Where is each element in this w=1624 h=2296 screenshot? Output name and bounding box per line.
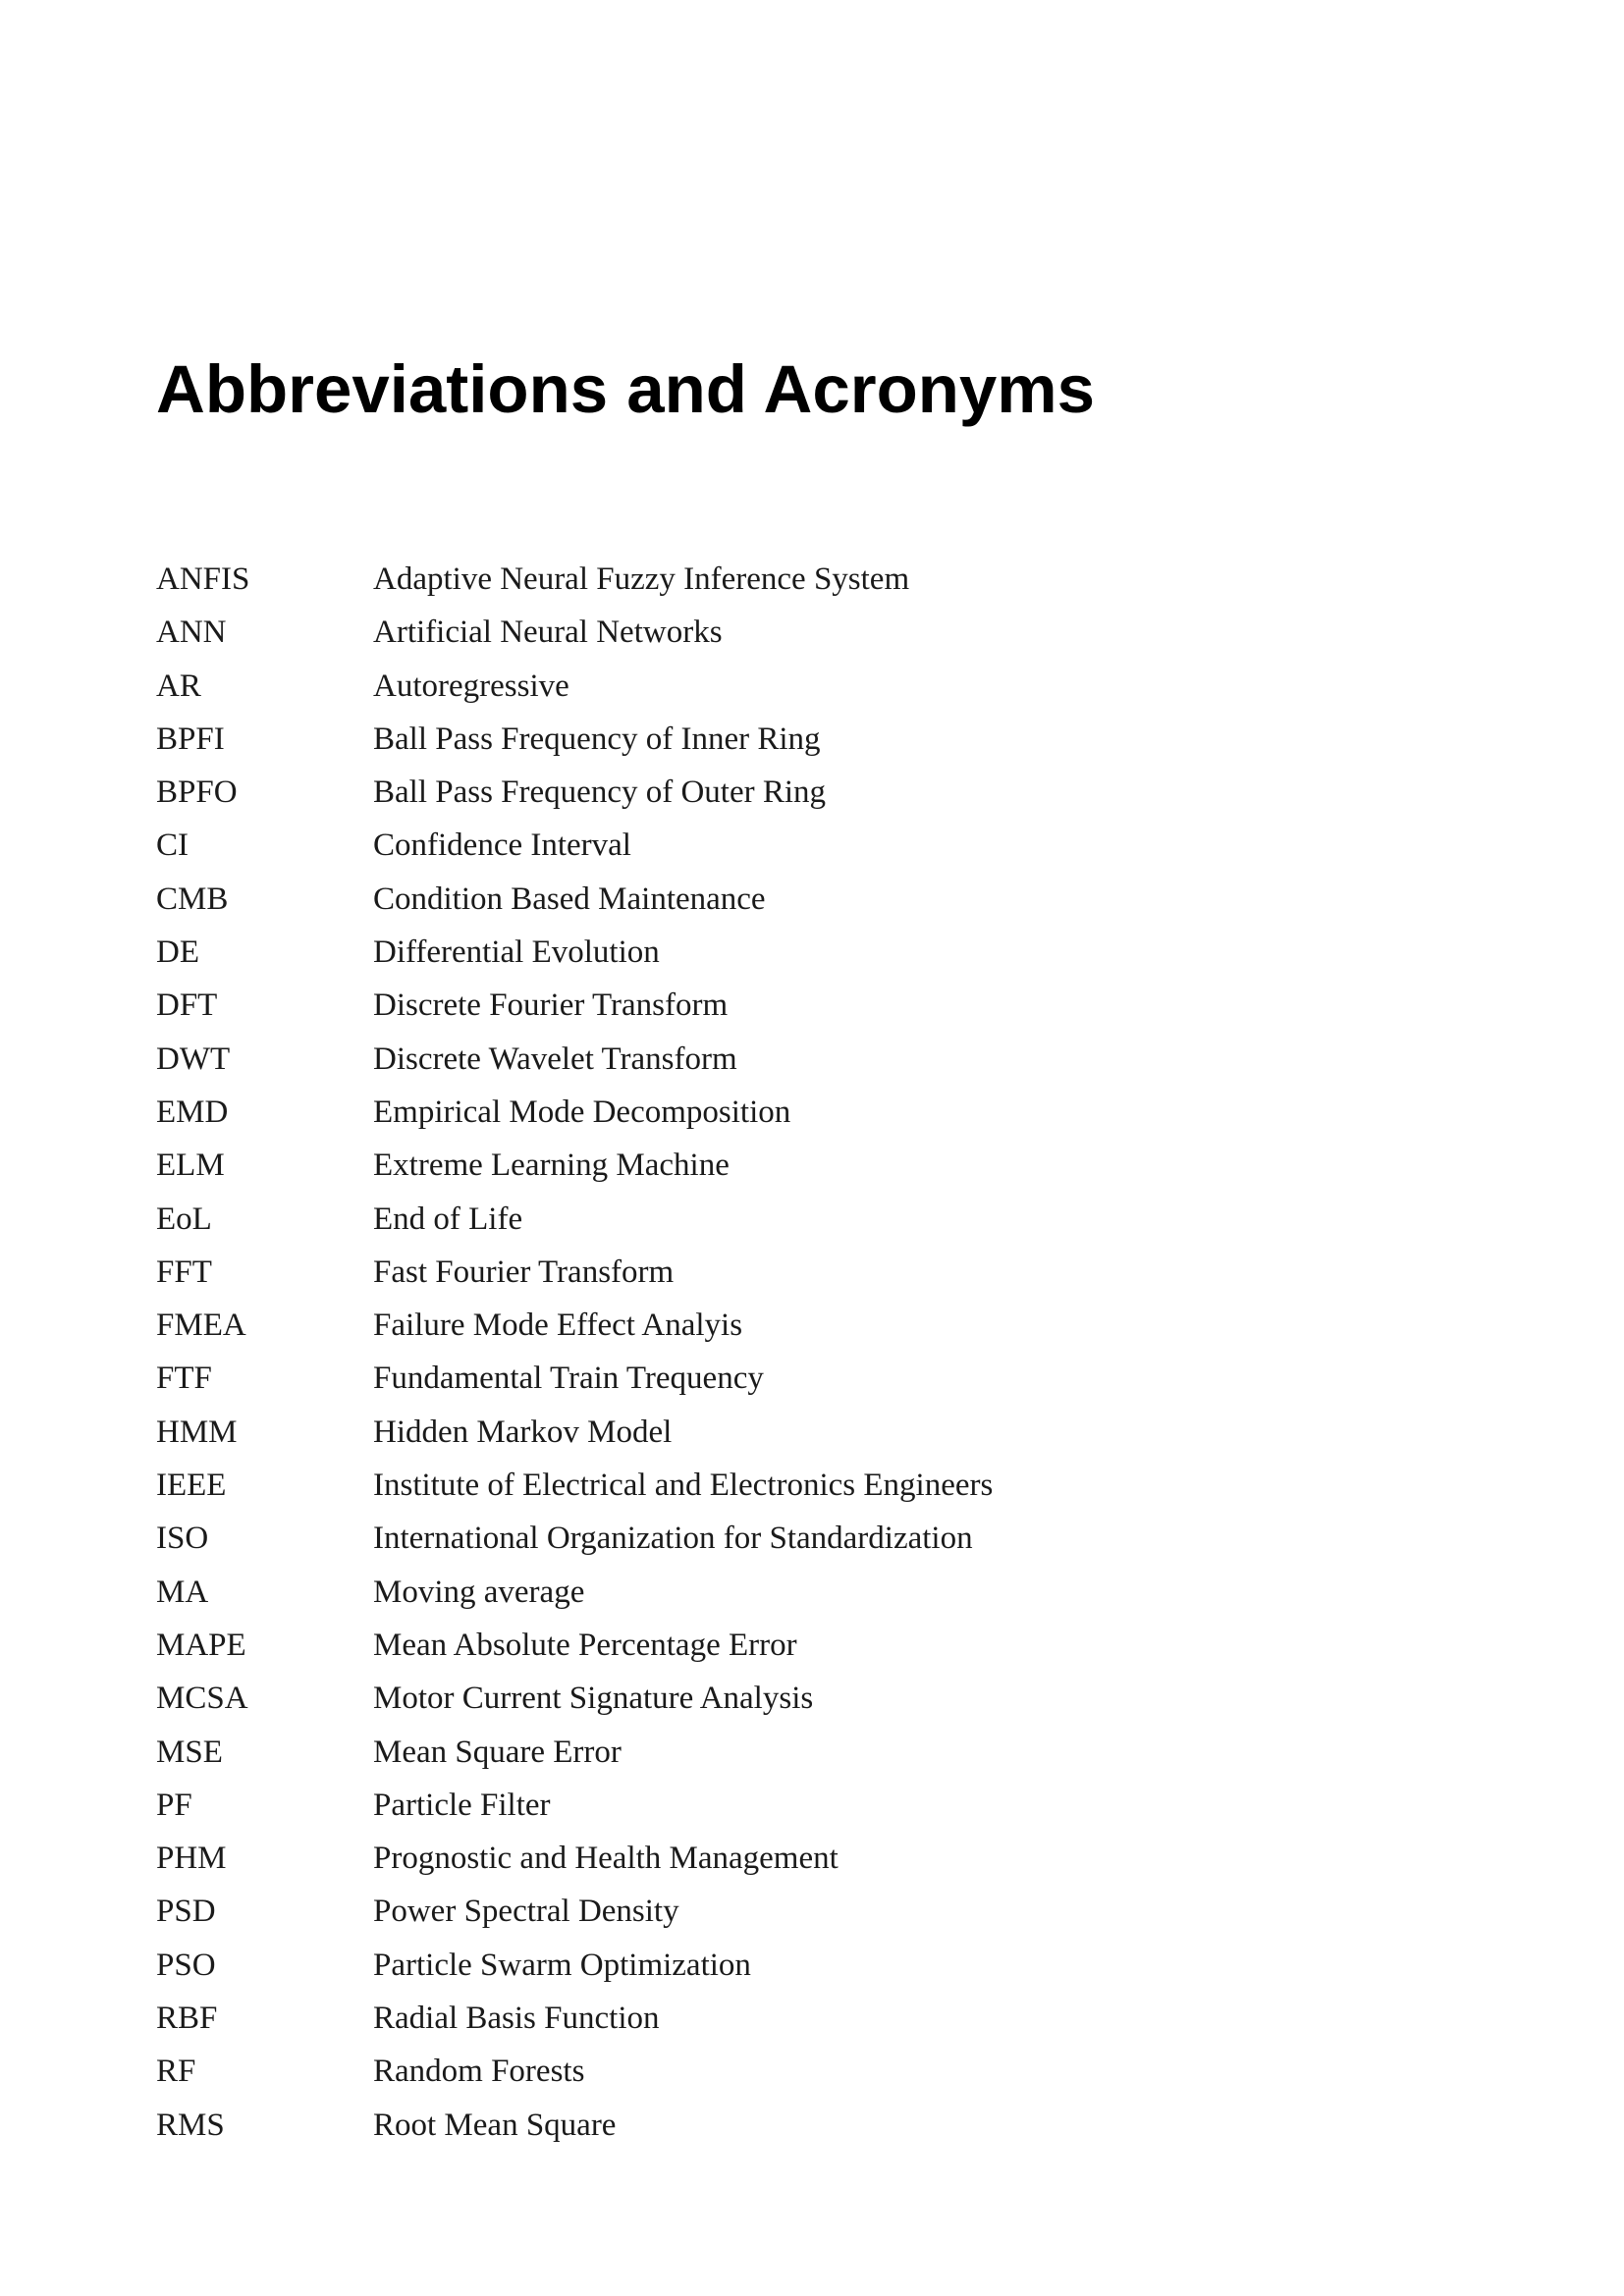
abbreviation: BPFI: [156, 721, 225, 757]
expansion: Ball Pass Frequency of Outer Ring: [373, 774, 827, 811]
abbreviation: MA: [156, 1574, 209, 1610]
abbreviation: ELM: [156, 1148, 225, 1184]
expansion: Condition Based Maintenance: [373, 881, 766, 917]
expansion: Discrete Wavelet Transform: [373, 1041, 737, 1077]
abbreviation: EMD: [156, 1094, 229, 1130]
list-item: [156, 2108, 993, 2161]
expansion: Extreme Learning Machine: [373, 1148, 730, 1184]
abbreviation: AR: [156, 667, 201, 704]
list-item: [156, 2054, 993, 2107]
list-item: [156, 561, 993, 614]
expansion: Differential Evolution: [373, 934, 660, 971]
list-item: [156, 1948, 993, 2001]
abbreviation: IEEE: [156, 1468, 227, 1504]
abbreviation: RBF: [156, 2001, 218, 2037]
list-item: [156, 1681, 993, 1734]
list-item: [156, 1255, 993, 1308]
expansion: Institute of Electrical and Electronics Engineers: [373, 1468, 994, 1504]
list-item: [156, 1735, 993, 1788]
list-item: [156, 934, 993, 988]
list-item: [156, 1201, 993, 1255]
expansion: Random Forests: [373, 2054, 585, 2090]
list-item: [156, 1575, 993, 1628]
list-item: [156, 1841, 993, 1894]
list-item: [156, 1415, 993, 1468]
list-item: [156, 1788, 993, 1841]
list-item: [156, 1148, 993, 1201]
expansion: Mean Absolute Percentage Error: [373, 1627, 797, 1663]
list-item: [156, 828, 993, 881]
list-item: [156, 1308, 993, 1361]
expansion: Autoregressive: [373, 667, 569, 704]
abbreviation: MSE: [156, 1734, 223, 1770]
abbreviation-list: [156, 561, 993, 2161]
list-item: [156, 881, 993, 934]
abbreviation: MCSA: [156, 1681, 248, 1717]
abbreviation: DWT: [156, 1041, 231, 1077]
abbreviation: FFT: [156, 1254, 212, 1290]
abbreviation: ANN: [156, 614, 227, 651]
expansion: Particle Swarm Optimization: [373, 1947, 751, 1983]
abbreviation: PF: [156, 1787, 192, 1823]
abbreviation: ANFIS: [156, 561, 250, 597]
list-item: [156, 1095, 993, 1148]
expansion: Power Spectral Density: [373, 1894, 679, 1930]
abbreviation: FMEA: [156, 1308, 246, 1344]
abbreviation: FTF: [156, 1361, 212, 1397]
expansion: Failure Mode Effect Analyis: [373, 1308, 743, 1344]
expansion: Moving average: [373, 1574, 585, 1610]
expansion: Ball Pass Frequency of Inner Ring: [373, 721, 821, 757]
abbreviation: ISO: [156, 1521, 209, 1557]
list-item: [156, 1521, 993, 1574]
expansion: Radial Basis Function: [373, 2001, 660, 2037]
abbreviation: PHM: [156, 1841, 227, 1877]
page-title: Abbreviations and Acronyms: [156, 351, 1095, 427]
list-item: [156, 2001, 993, 2054]
abbreviation: BPFO: [156, 774, 238, 811]
expansion: Adaptive Neural Fuzzy Inference System: [373, 561, 910, 597]
expansion: International Organization for Standardization: [373, 1521, 973, 1557]
list-item: [156, 1041, 993, 1095]
expansion: Fast Fourier Transform: [373, 1254, 675, 1290]
expansion: Confidence Interval: [373, 828, 631, 864]
expansion: Prognostic and Health Management: [373, 1841, 839, 1877]
expansion: Root Mean Square: [373, 2107, 617, 2143]
list-item: [156, 614, 993, 667]
abbreviation: DFT: [156, 988, 218, 1024]
list-item: [156, 721, 993, 774]
list-item: [156, 1361, 993, 1414]
expansion: Mean Square Error: [373, 1734, 622, 1770]
expansion: End of Life: [373, 1201, 523, 1237]
abbreviation: HMM: [156, 1414, 238, 1450]
list-item: [156, 988, 993, 1041]
list-item: [156, 1628, 993, 1681]
abbreviation: PSD: [156, 1894, 216, 1930]
expansion: Discrete Fourier Transform: [373, 988, 729, 1024]
abbreviation: DE: [156, 934, 199, 971]
abbreviation: PSO: [156, 1947, 216, 1983]
list-item: [156, 668, 993, 721]
abbreviation: CI: [156, 828, 189, 864]
expansion: Particle Filter: [373, 1787, 551, 1823]
expansion: Motor Current Signature Analysis: [373, 1681, 814, 1717]
abbreviation: MAPE: [156, 1627, 246, 1663]
list-item: [156, 774, 993, 828]
abbreviation: EoL: [156, 1201, 212, 1237]
expansion: Artificial Neural Networks: [373, 614, 723, 651]
abbreviation: RMS: [156, 2107, 225, 2143]
abbreviation: RF: [156, 2054, 196, 2090]
expansion: Fundamental Train Trequency: [373, 1361, 764, 1397]
expansion: Hidden Markov Model: [373, 1414, 673, 1450]
list-item: [156, 1468, 993, 1521]
abbreviation: CMB: [156, 881, 229, 917]
expansion: Empirical Mode Decomposition: [373, 1094, 791, 1130]
list-item: [156, 1894, 993, 1947]
